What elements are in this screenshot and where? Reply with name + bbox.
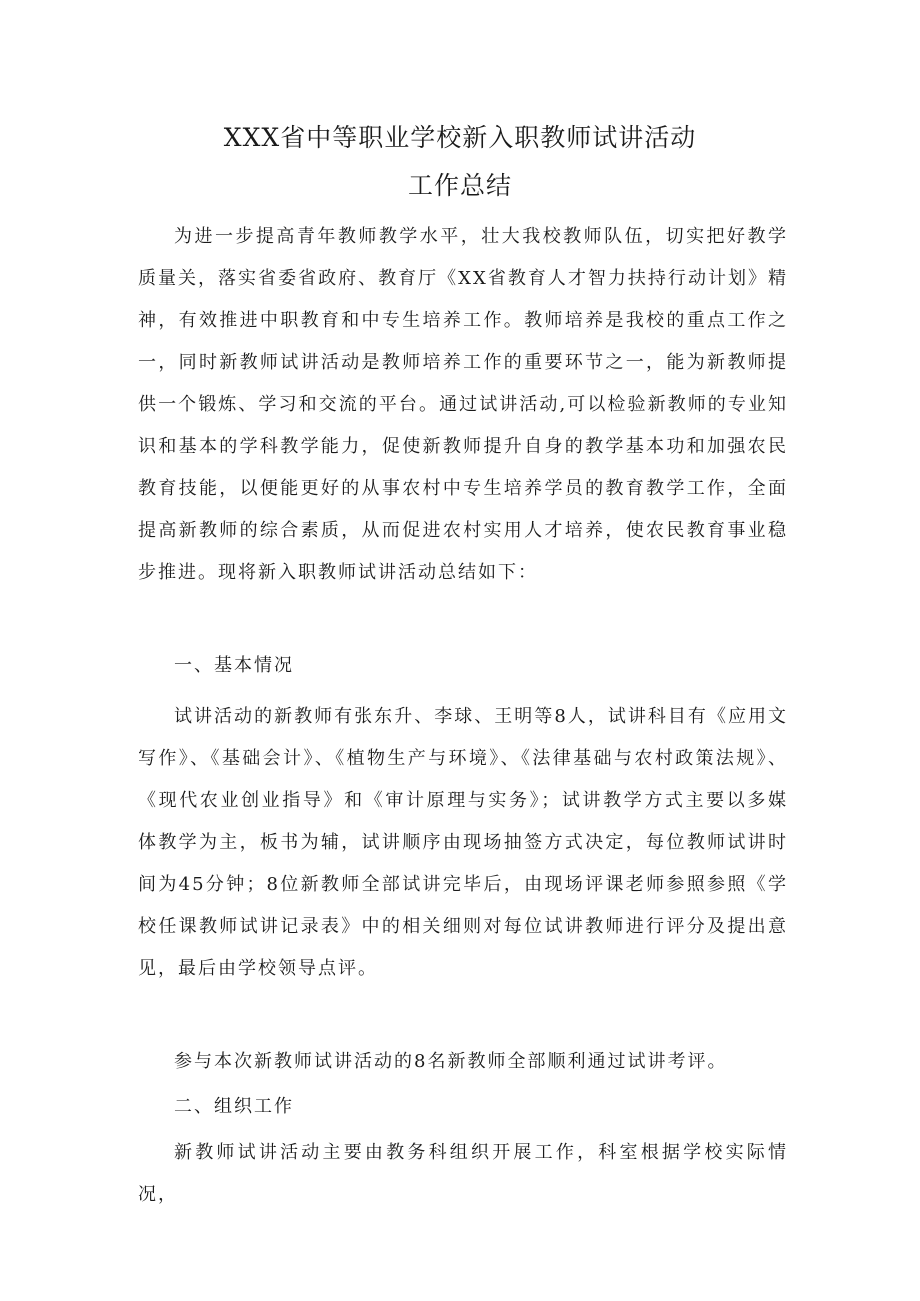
section-heading-organization: 二、组织工作 (174, 1096, 294, 1117)
section-heading-basic-situation: 一、基本情况 (174, 655, 294, 676)
result-paragraph: 参与本次新教师试讲活动的8名新教师全部顺利通过试讲考评。 (174, 1051, 728, 1072)
organization-paragraph: 新教师试讲活动主要由教务科组织开展工作，科室根据学校实际情况， (138, 1142, 788, 1205)
document-subtitle: 工作总结 (407, 171, 512, 200)
document-title: XXX省中等职业学校新入职教师试讲活动 (223, 123, 697, 152)
intro-paragraph: 为进一步提高青年教师教学水平，壮大我校教师队伍，切实把好教学质量关，落实省委省政府、教育厅《XX省教育人才智力扶持行动计划》精神，有效推进中职教育和中专生培养工作。教师培养是我校的重点工作之一，同时新教师试讲活动是教师培养工作的重要环节之一，能为新教师提供一个锻炼、学习和交流的平台。通过试讲活动,可以检验新教师的专业知识和基本的学科教学能力，促使新教师提升自身的教学基本功和加强农民教育技能，以便能更好的从事农村中专生培养学员的教育教学工作，全面提高新教师的综合素质，从而促进农村实用人才培养，使农民教育事业稳步推进。现将新入职教师试讲活动总结如下： (138, 226, 788, 583)
basic-situation-paragraph: 试讲活动的新教师有张东升、李球、王明等8人，试讲科目有《应用文写作》、《基础会计》、《植物生产与环境》、《法律基础与农村政策法规》、《现代农业创业指导》和《审计原理与实务》；试讲教学方式主要以多媒体教学为主，板书为辅，试讲顺序由现场抽签方式决定，每位教师试讲时间为45分钟；8位新教师全部试讲完毕后，由现场评课老师参照参照《学校任课教师试讲记录表》中的相关细则对每位试讲教师进行评分及提出意见，最后由学校领导点评。 (138, 706, 788, 979)
